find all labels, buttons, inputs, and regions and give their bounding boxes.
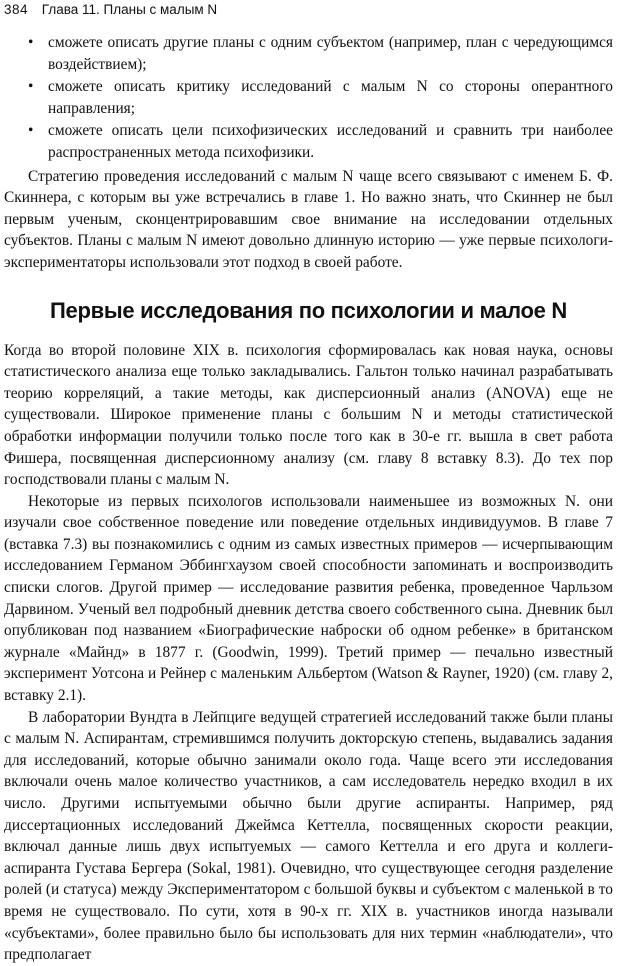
page-number: 384 bbox=[4, 2, 29, 17]
paragraph: Некоторые из первых психологов использовали наименьшее из возможных N. они изучали свое собственное поведение или поведение отдельных индивидуумов. В главе 7 (вставка 7.3) вы познакомились с одним из самых известных примеров — исчерпывающим исследованием Германом Эббингхаузом своей способности запоминать и воспроизводить списки слогов. Другой пример — исследование развития ребенка, проведенное Чарльзом Дарвином. Ученый вел подробный дневник детства своего собственного сына. Дневник был опубликован под названием «Биографические наброски об одном ребенке» в британском журнале «Майнд» в 1877 г. (Goodwin, 1999). Третий пример — печально известный эксперимент Уотсона и Рейнер с маленьким Альбертом (Watson & Rayner, 1920) (см. главу 2, вставку 2.1). bbox=[4, 492, 613, 705]
list-item: • сможете описать цели психофизических исследований и сравнить три наиболее распространенных метода психофизики. bbox=[28, 122, 613, 161]
bullet-icon: • bbox=[28, 122, 34, 140]
intro-paragraph: Стратегию проведения исследований с малым N чаще всего связывают с именем Б. Ф. Скиннера, с которым вы уже встречались в главе 1. Но важно знать, что Скиннер не был первым ученым, сконцентрировавшим свое внимание на исследовании отдельных субъектов. Планы с малым N имеют довольно длинную историю — уже первые психологи-экспериментаторы использовали этот подход в своей работе. bbox=[4, 167, 613, 271]
objectives-list bbox=[4, 32, 613, 164]
bullet-icon: • bbox=[28, 34, 34, 51]
running-header bbox=[4, 2, 217, 17]
bullet-icon: • bbox=[28, 78, 34, 96]
paragraph: Когда во второй половине XIX в. психология сформировалась как новая наука, основы статистического анализа еще только закладывались. Гальтон только начинал разрабатывать теорию корреляций, а такие методы, как дисперсионный анализ (ANOVA) еще не существовали. Широкое применение планы с большим N и методы статистической обработки информации получили только после того как в 30-е гг. вышла в свет работа Фишера, посвященная дисперсионному анализу (см. главу 8 вставку 8.3). До тех пор господствовали планы с малым N. bbox=[4, 341, 613, 489]
section-heading: Первые исследования по психологии и малое N bbox=[50, 297, 567, 323]
running-title: Глава 11. Планы с малым N bbox=[41, 2, 218, 17]
list-item: • сможете описать другие планы с одним субъектом (например, план с чередующимся воздействием); bbox=[28, 34, 613, 73]
list-item: • сможете описать критику исследований с малым N со стороны оперантного направления; bbox=[28, 78, 613, 117]
page-body bbox=[4, 32, 613, 966]
paragraph: В лаборатории Вундта в Лейпциге ведущей стратегией исследований также были планы с малым N. Аспирантам, стремившимся получить докторскую степень, выдавались задания для исследований, которые обычно занимали около года. Чаще всего эти исследования включали очень малое количество участников, а сам исследователь нередко входил в их число. Другими испытуемыми обычно были другие аспиранты. Например, ряд диссертационных исследований Джеймса Кеттелла, посвященных скорости реакции, включал данные лишь двух испытуемых — самого Кеттелла и его друга и коллеги-аспиранта Густава Бергера (Sokal, 1981). Очевидно, что существующее сегодня разделение ролей (и статуса) между Экспериментатором с большой буквы и субъектом с маленькой в то время не существовало. По сути, хотя в 90-х гг. XIX в. участников иногда называли «субъектами», более правильно было бы использовать для них термин «наблюдатели», что предполагает bbox=[4, 708, 613, 964]
